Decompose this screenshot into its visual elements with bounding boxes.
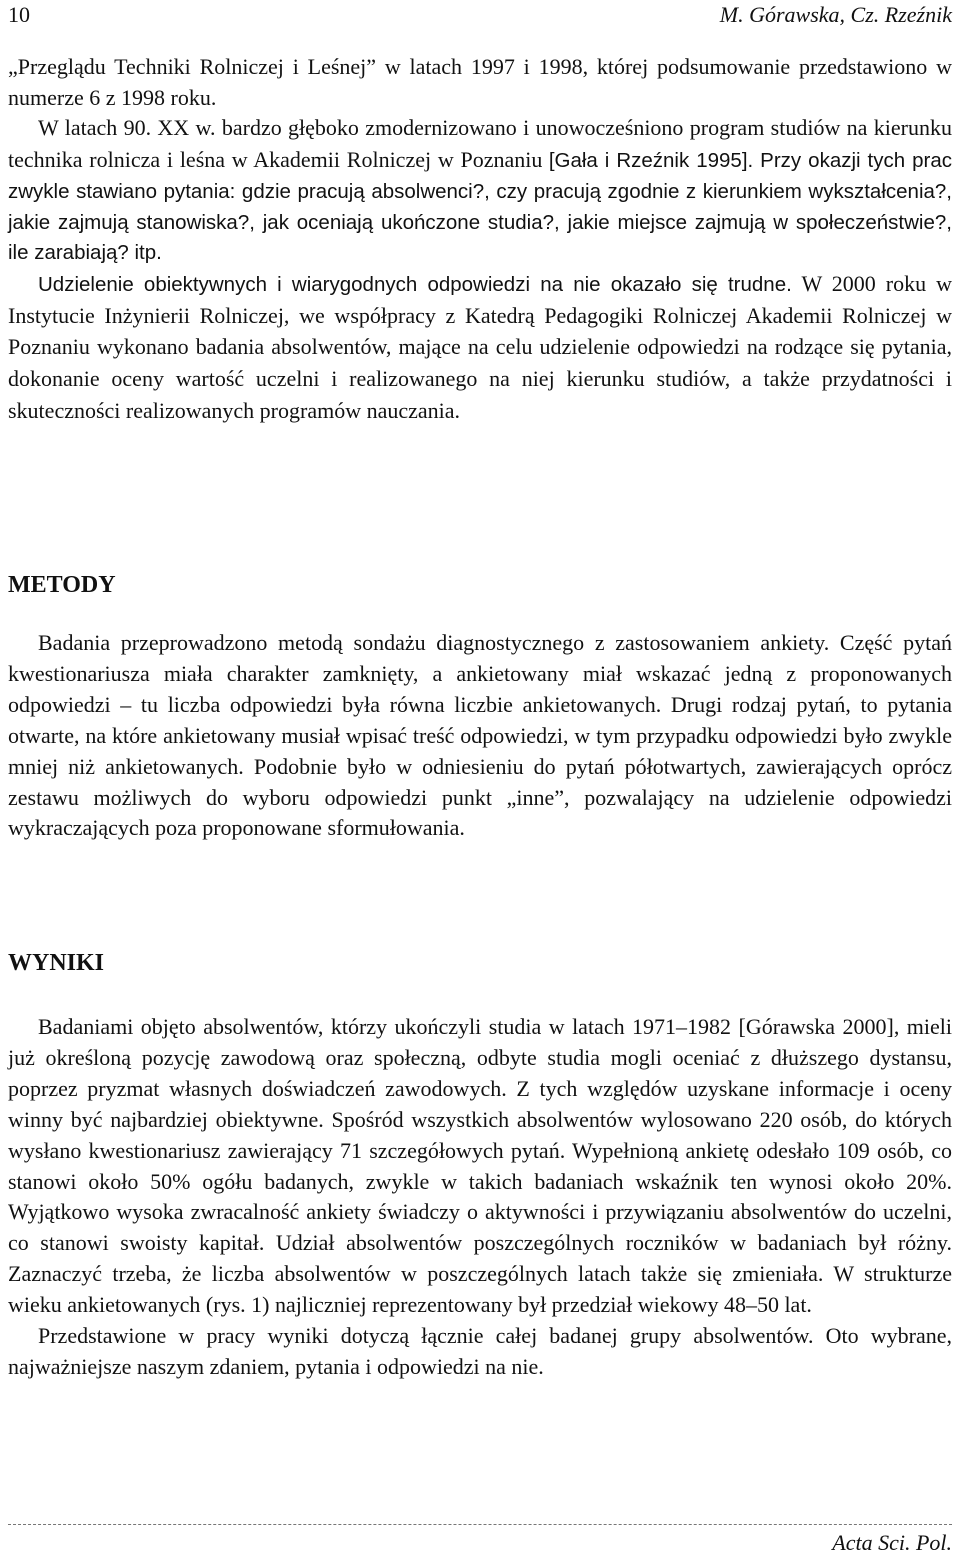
intro-paragraph-2 [8, 113, 952, 269]
footer-divider [8, 1524, 952, 1525]
section-heading-wyniki: WYNIKI [8, 950, 105, 976]
running-head-authors: M. Górawska, Cz. Rzeźnik [719, 2, 952, 27]
wyniki-section [8, 1012, 952, 1383]
page-number: 10 [8, 2, 30, 27]
metody-section [8, 628, 952, 844]
page-header [8, 0, 952, 30]
intro-paragraph-3-serif: W 2000 roku w Instytucie Inżynierii Rolniczej, we współpracy z Katedrą Pedagogiki Rolniczej Akademii Rolniczej w Poznaniu wykonano badania absolwentów, mające na celu udzielenie odpowiedzi na rodzące się pytania, dokonanie oceny wartość uczelni i realizowanego na niej kierunku studiów, a także przydatności i skuteczności realizowanych programów nauczania. [8, 270, 953, 423]
wyniki-paragraph-1: Badaniami objęto absolwentów, którzy ukończyli studia w latach 1971–1982 [Górawska 2000], mieli już określoną pozycję zawodową oraz społeczną, odbyte studia mogli oceniać z dłuższego dystansu, poprzez pryzmat własnych doświadczeń zawodowych. Z tych względów uzyskane informacje i oceny winny być najbardziej obiektywne. Spośród wszystkich absolwentów wylosowano 220 osób, do których wysłano kwestionariusz zawierający 71 szczegółowych pytań. Wypełnioną ankietę odesłało 109 osób, co stanowi około 50% ogółu badanych, zwykle w takich badaniach wskaźnik ten wynosi około 20%. Wyjątkowo wysoka zwracalność ankiety świadczy o aktywności i przywiązaniu absolwentów do uczelni, co stanowi swoisty kapitał. Udział absolwentów poszczególnych roczników w badaniach był różny. Zaznaczyć trzeba, że liczba absolwentów w poszczególnych latach także się zmieniała. W strukturze wieku ankietowanych (rys. 1) najliczniej reprezentowany był przedział wiekowy 48–50 lat. [8, 1014, 952, 1318]
intro-section [8, 52, 952, 427]
metody-paragraph-1: Badania przeprowadzono metodą sondażu diagnostycznego z zastosowaniem ankiety. Część pytań kwestionariusza miała charakter zamknięty, a ankietowany miał wskazać jedną z proponowanych odpowiedzi – tu liczba odpowiedzi była równa liczbie ankietowanych. Drugi rodzaj pytań, to pytania otwarte, na które ankietowany musiał wpisać treść odpowiedzi, w tym przypadku odpowiedzi było zwykle mniej niż ankietowanych. Podobnie było w odniesieniu do pytań półotwartych, zawierających oprócz zestawu możliwych do wyboru odpowiedzi punkt „inne”, pozwalający na udzielenie odpowiedzi wykraczających poza proponowane sformułowania. [8, 630, 952, 841]
wyniki-paragraph-2: Przedstawione w pracy wyniki dotyczą łącznie całej badanej grupy absolwentów. Oto wybrane, najważniejsze naszym zdaniem, pytania i odpowiedzi na nie. [8, 1323, 952, 1379]
section-heading-metody: METODY [8, 572, 116, 598]
intro-paragraph-2-serif: W latach 90. XX w. bardzo głęboko zmodernizowano i unowocześniono program studiów na kierunku technika rolnicza i leśna w Akademii Rolniczej w Poznaniu [8, 115, 952, 173]
intro-paragraph-2-sans: [Gała i Rzeźnik 1995]. Przy okazji tych prac zwykle stawiano pytania: gdzie pracują absolwenci?, czy pracują zgodnie z kierunkiem wykształcenia?, jakie zajmują stanowiska?, jak oceniają ukończone studia?, jakie miejsce zajmują w społeczeństwie?, ile zarabiają? itp. [8, 149, 952, 265]
document-page [8, 0, 952, 1560]
footer-journal-name: Acta Sci. Pol. [832, 1530, 952, 1555]
intro-paragraph-3-sans: Udzielenie obiektywnych i wiarygodnych odpowiedzi na nie okazało się trudne. [38, 272, 792, 296]
intro-paragraph-1: „Przeglądu Techniki Rolniczej i Leśnej” w latach 1997 i 1998, której podsumowanie przedstawiono w numerze 6 z 1998 roku. [8, 54, 952, 110]
intro-paragraph-3 [8, 269, 952, 428]
